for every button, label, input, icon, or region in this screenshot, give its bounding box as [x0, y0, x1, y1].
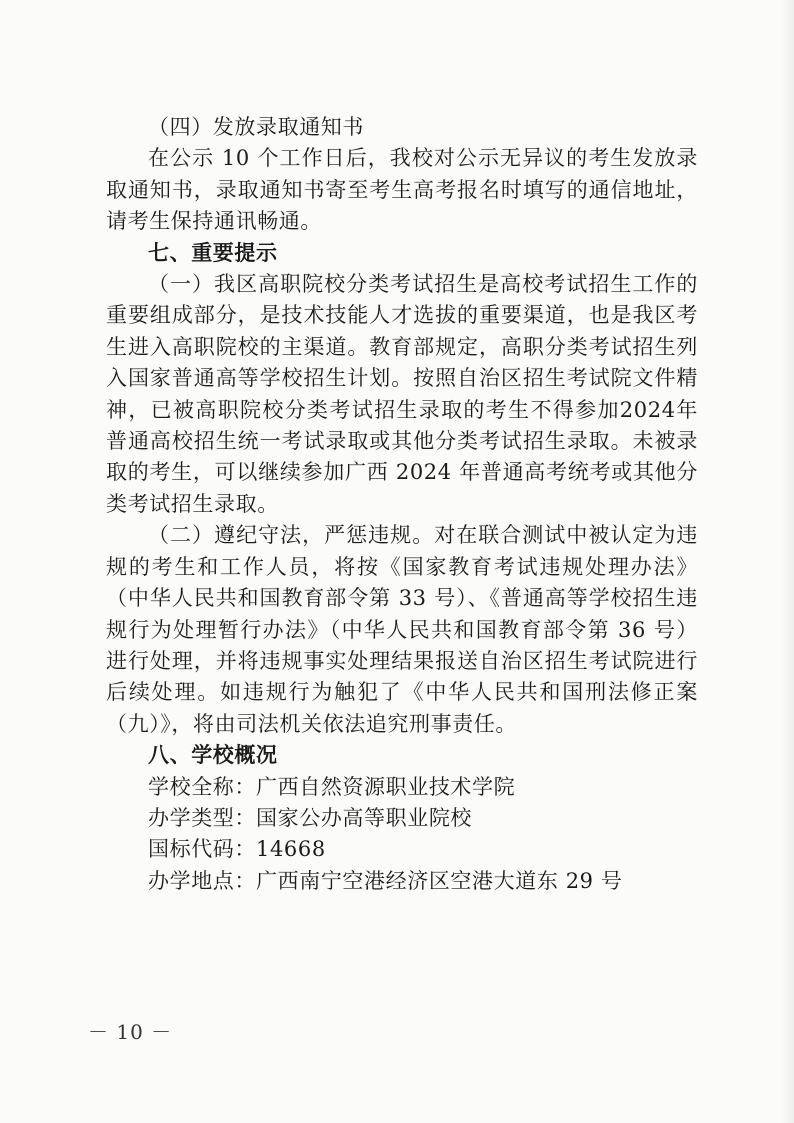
- heading-school-overview: 八、学校概况: [148, 743, 278, 768]
- school-info-line: 学校全称：广西自然资源职业技术学院: [148, 774, 516, 799]
- page-number: － 10 －: [88, 1020, 173, 1044]
- school-info-value: 14668: [256, 837, 326, 862]
- school-info-line: 办学地点：广西南宁空港经济区空港大道东 29 号: [148, 868, 623, 893]
- school-info-label: 国标代码: [148, 837, 235, 862]
- subheading-admission-notice: （四）发放录取通知书: [148, 115, 364, 139]
- heading-important-notes: 七、重要提示: [148, 240, 278, 265]
- paragraph-note-2: （二）遵纪守法，严惩违规。对在联合测试中被认定为违规的考生和工作人员，将按《国家教育考试违规处理办法》（中华人民共和国教育部令第 33 号）、《普通高等学校招生违规行为处理暂行办法》（中华人民共和国教育部令第 36 号）进行处理，并将违规事实处理结果报送自治区招生考试院进行后续处理。如违规行为触犯了《中华人民共和国刑法修正案（九）》，将由司法机关依法追究刑事责任。: [106, 523, 698, 736]
- school-info-value: 广西自然资源职业技术学院: [256, 774, 516, 799]
- school-info-line: 办学类型：国家公办高等职业院校: [148, 805, 473, 830]
- paragraph-admission-notice: 在公示 10 个工作日后，我校对公示无异议的考生发放录取通知书，录取通知书寄至考生高考报名时填写的通信地址，请考生保持通讯畅通。: [106, 146, 698, 234]
- school-info-label: 办学类型: [148, 805, 235, 830]
- page-edge-shadow: [780, 0, 794, 1123]
- school-info-label: 学校全称: [148, 774, 235, 799]
- school-info-value: 国家公办高等职业院校: [256, 805, 473, 830]
- paragraph-note-1: （一）我区高职院校分类考试招生是高校考试招生工作的重要组成部分，是技术技能人才选拔的重要渠道，也是我区考生进入高职院校的主渠道。教育部规定，高职分类考试招生列入国家普通高等学校招生计划。按照自治区招生考试院文件精神，已被高职院校分类考试招生录取的考生不得参加2024年普通高校招生统一考试录取或其他分类考试招生录取。未被录取的考生，可以继续参加广西 2024 年普通高考统考或其他分类考试招生录取。: [106, 272, 698, 516]
- school-info-line: 国标代码：14668: [148, 837, 326, 862]
- page-content: [106, 112, 698, 897]
- school-info-value: 广西南宁空港经济区空港大道东 29 号: [256, 868, 623, 893]
- school-info-label: 办学地点: [148, 868, 235, 893]
